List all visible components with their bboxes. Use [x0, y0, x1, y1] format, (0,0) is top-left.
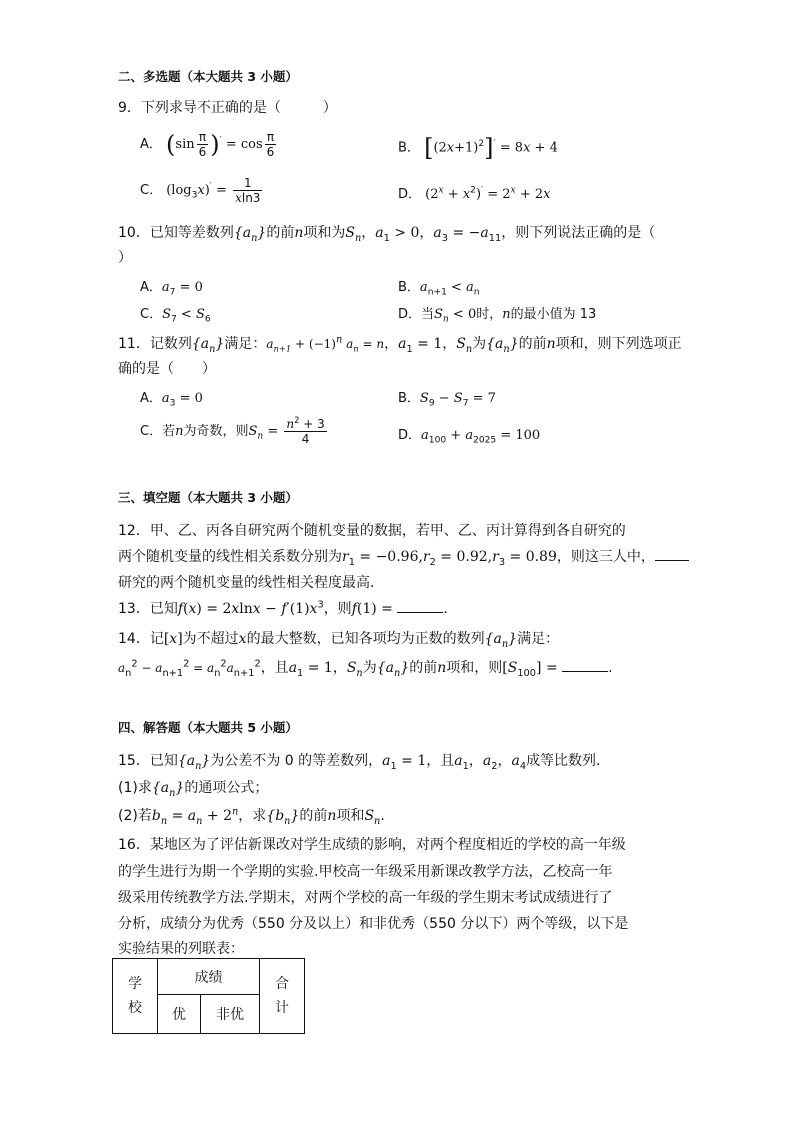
option-label: C．: [140, 183, 163, 198]
text: 11．记数列: [118, 336, 192, 352]
q10-option-b: B．$a_{n+1} < a_n$: [398, 280, 480, 298]
question-14-line-2: $a_n^2 - a_{n+1}^2 = a_n^2a_{n+1}^2$，且$a_1 = 1$，$S_n$为$\{a_n\}$的前n项和，则$[S_{100}]$ = .: [118, 658, 613, 679]
table-header-total: [260, 959, 305, 1034]
text: 合: [275, 976, 289, 992]
question-11-stem: 11．记数列$\{a_n\}$满足：$a_{n+1} + (-1)^n$ $a_n = n$，$a_1 = 1$，$S_n$为$\{a_n\}$的前n项和，则下列选项正: [118, 334, 682, 355]
option-label: A．: [140, 280, 162, 295]
text: ，且: [260, 660, 289, 676]
table-header-excellent: 优: [158, 995, 201, 1034]
text: ，且: [426, 753, 455, 769]
text: 项和，则下列选项正: [555, 336, 682, 352]
text: C．若: [140, 424, 176, 439]
question-15-stem: 15．已知$\{a_n\}$为公差不为 0 的等差数列，$a_1 = 1$，且$a_1$，$a_2$，$a_4$成等比数列.: [118, 753, 601, 772]
answer-blank[interactable]: [655, 548, 689, 561]
question-10-stem-cont: ）: [118, 250, 132, 266]
text: ，则这三人中，: [556, 549, 655, 565]
table-header-school: [113, 959, 158, 1034]
option-label: B．: [398, 280, 420, 295]
text: 的前: [299, 808, 328, 824]
question-12-line-1: 12．甲、乙、丙各自研究两个随机变量的数据，若甲、乙、丙计算得到各自研究的: [118, 523, 626, 539]
question-13: 13．已知$f(x) = 2xlnx - f'(1)x^3$，则f(1) = .: [118, 599, 448, 617]
text: 为: [472, 336, 487, 352]
q11-option-d: D．$a_{100} + a_{2025} = 100$: [398, 428, 541, 446]
q11-option-c: C．若n为奇数，则$S_n$ = $\frac{n^2 + 3}{4}$: [140, 415, 325, 446]
text: 的最大整数，已知各项均为正数的数列: [246, 631, 485, 647]
section-title-solutions: 四、解答题（本大题共 5 小题）: [118, 720, 298, 735]
text: 时，: [476, 307, 503, 322]
question-16-line-1: 16．某地区为了评估新课改对学生成绩的影响，对两个程度相近的学校的高一年级: [118, 837, 626, 853]
option-label: C．: [140, 307, 163, 322]
text: 的前: [266, 225, 295, 241]
text: 学: [128, 976, 142, 992]
text: 15．已知: [118, 753, 178, 769]
text: 项和为: [303, 225, 346, 241]
text: 的通项公式；: [184, 780, 269, 796]
text: (2)若: [118, 808, 152, 824]
text: ，则下列说法正确的是（: [501, 225, 656, 241]
text: 计: [275, 1000, 289, 1016]
text: 两个随机变量的线性相关系数分别为: [118, 549, 342, 565]
text: 项和，则: [446, 660, 503, 676]
text: .: [380, 808, 385, 824]
q9-option-d: D． $(2^x + x^2)' = 2^x + 2x$: [398, 185, 551, 202]
section-title-multiple-choice: 二、多选题（本大题共 3 小题）: [118, 69, 298, 84]
option-label: B．: [398, 140, 420, 156]
question-11-stem-cont: 确的是（ ）: [118, 361, 216, 377]
text: 项和: [336, 808, 365, 824]
text: 为奇数，则: [183, 424, 249, 439]
text: 校: [128, 1000, 142, 1016]
q10-option-a: A．$a_7 = 0$: [140, 280, 203, 298]
question-12-line-3: 研究的两个随机变量的线性相关程度最高.: [118, 575, 375, 591]
q10-option-c: C．$S_7 < S_6$: [140, 307, 211, 325]
text: 10．已知等差数列: [118, 225, 234, 241]
text: 的最小值为 13: [510, 307, 597, 322]
option-label: D．: [398, 428, 422, 443]
question-12-line-2: 两个随机变量的线性相关系数分别为$r_1 = -0.96,r_2 = 0.92,r_3 = 0.89$，则这三人中，: [118, 546, 689, 566]
contingency-table: [112, 958, 305, 1034]
text: ，求: [238, 808, 267, 824]
question-15-part-2: (2)若$b_n = a_n + 2^n$，求$\{b_n\}$的前n项和$S_n$.: [118, 806, 385, 827]
answer-blank[interactable]: [562, 659, 608, 672]
option-label: A．: [140, 391, 162, 406]
q9-option-c: C． $(\log_3x)'$ = $\frac{1}{xln3}$: [140, 176, 261, 205]
question-9-stem: 9．下列求导不正确的是（ ）: [118, 100, 337, 116]
q11-option-a: A．$a_3 = 0$: [140, 391, 203, 409]
section-title-fill-in: 三、填空题（本大题共 3 小题）: [118, 490, 298, 505]
q11-option-b: B．$S_9 - S_7 = 7$: [398, 391, 496, 409]
q9-option-b: B． $[(2x+1)^2]' = 8x + 4$: [398, 134, 558, 162]
text: .: [443, 601, 448, 617]
text: 为不超过: [182, 631, 239, 647]
option-label: A．: [140, 137, 162, 152]
question-16-line-4: 分析，成绩分为优秀（550 分及以上）和非优秀（550 分以下）两个等级，以下是: [118, 916, 629, 932]
text: .: [608, 660, 613, 676]
question-16-line-3: 级采用传统教学方法.学期末，对两个学校的高一年级的学生期末考试成绩进行了: [118, 890, 613, 906]
option-label: D．: [398, 187, 422, 202]
question-14-line-1: 14．记[x]为不超过x的最大整数，已知各项均为正数的数列$\{a_n\}$满足：: [118, 631, 560, 650]
text: 的前: [409, 660, 438, 676]
text: 的前: [518, 336, 547, 352]
answer-blank[interactable]: [397, 600, 443, 613]
text: 14．记: [118, 631, 164, 647]
question-16-line-5: 实验结果的列联表：: [118, 941, 244, 957]
text: 为: [362, 660, 377, 676]
text: D．当: [398, 307, 435, 322]
question-10-stem: 10．已知等差数列$\{a_n\}$的前n项和为$S_n$，$a_1 > 0$，$a_3 = -a_{11}$，则下列说法正确的是（: [118, 225, 656, 244]
text: 13．已知: [118, 601, 178, 617]
q10-option-d: D．当$S_n < 0$时，n的最小值为 13: [398, 307, 597, 325]
q9-option-a: A． (sin $\frac{\pi}{6}$ )′ = cos $\frac{\pi}{6}$: [140, 130, 275, 159]
text: 满足：: [224, 336, 267, 352]
text: (1)求: [118, 780, 152, 796]
text: ，则: [323, 601, 352, 617]
table-header-score: 成绩: [158, 959, 260, 995]
table-header-not-excellent: 非优: [201, 995, 260, 1034]
option-label: B．: [398, 391, 420, 406]
question-16-line-2: 的学生进行为期一个学期的实验.甲校高一年级采用新课改教学方法，乙校高一年: [118, 864, 613, 880]
text: 成等比数列.: [526, 753, 601, 769]
question-15-part-1: (1)求$\{a_n\}$的通项公式；: [118, 780, 269, 799]
text: 为公差不为 0 的等差数列，: [210, 753, 383, 769]
text: 满足：: [517, 631, 560, 647]
